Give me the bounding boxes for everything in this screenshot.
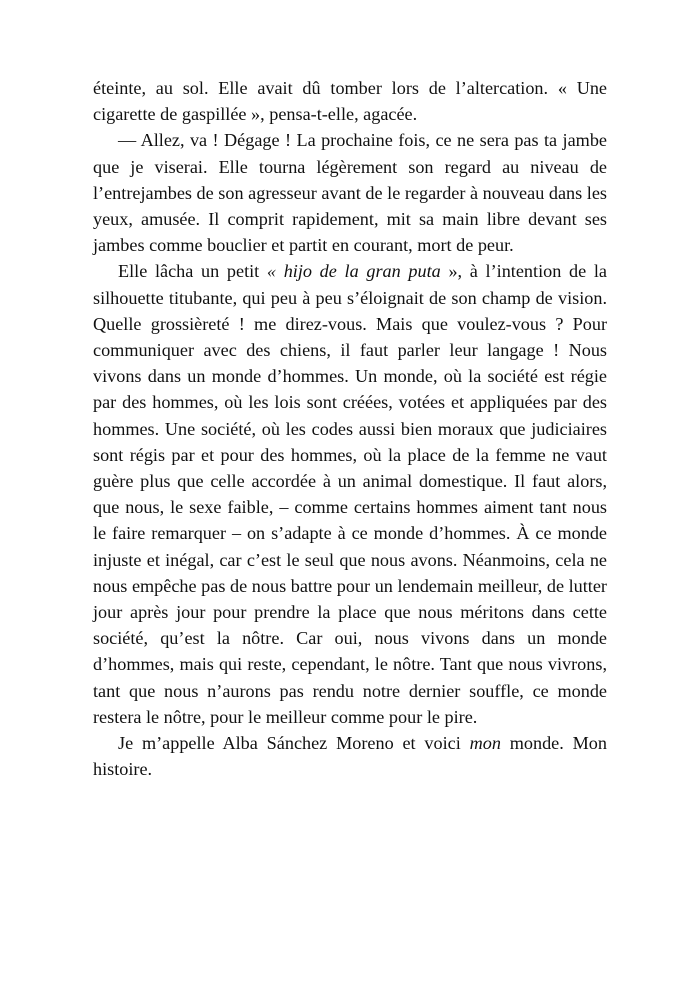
paragraph-1-text: éteinte, au sol. Elle avait dû tomber lors de l’altercation. « Une cigarette de gaspillée », pensa-t-elle, agacée.	[93, 78, 607, 125]
paragraph-2	[93, 127, 607, 258]
paragraph-4-text-a: Je m’appelle Alba Sánchez Moreno et voici	[118, 733, 470, 754]
document-page	[93, 75, 607, 782]
paragraph-3-text-a: Elle lâcha un petit	[118, 261, 267, 282]
paragraph-1	[93, 75, 607, 127]
paragraph-4	[93, 730, 607, 782]
paragraph-2-text: — Allez, va ! Dégage ! La prochaine fois, ce ne sera pas ta jambe que je viserai. Elle tourna légèrement son regard au niveau de l’entrejambes de son agresseur avant de le regarder à nouveau dans les yeux, amusée. Il comprit rapidement, mit sa main libre devant ses jambes comme bouclier et partit en courant, mort de peur.	[93, 130, 607, 256]
paragraph-4-text-b: monde. Mon histoire.	[93, 733, 607, 780]
paragraph-3-italic-phrase: « hijo de la gran puta	[266, 261, 441, 282]
paragraph-4-italic-word: mon	[469, 733, 501, 754]
paragraph-3	[93, 258, 607, 730]
paragraph-3-text-b: », à l’intention de la silhouette titubante, qui peu à peu s’éloignait de son champ de vision. Quelle grossièreté ! me direz-vous. Mais que voulez-vous ? Pour communiquer avec des chiens, il faut parler leur langage ! Nous vivons dans un monde d’hommes. Un monde, où la société est régie par des hommes, où les lois sont créées, votées et appliquées par des hommes. Une société, où les codes aussi bien moraux que judiciaires sont régis par et pour des hommes, où la place de la femme ne vaut guère plus que celle accordée à un animal domestique. Il faut alors, que nous, le sexe faible, – comme certains hommes aiment tant nous le faire remarquer – on s’adapte à ce monde d’hommes. À ce monde injuste et inégal, car c’est le seul que nous avons. Néanmoins, cela ne nous empêche pas de nous battre pour un lendemain meilleur, de lutter jour après jour pour prendre la place que nous méritons dans cette société, qu’est la nôtre. Car oui, nous vivons dans un monde d’hommes, mais qui reste, cependant, le nôtre. Tant que nous vivrons, tant que nous n’aurons pas rendu notre dernier souffle, ce monde restera le nôtre, pour le meilleur comme pour le pire.	[93, 261, 607, 727]
